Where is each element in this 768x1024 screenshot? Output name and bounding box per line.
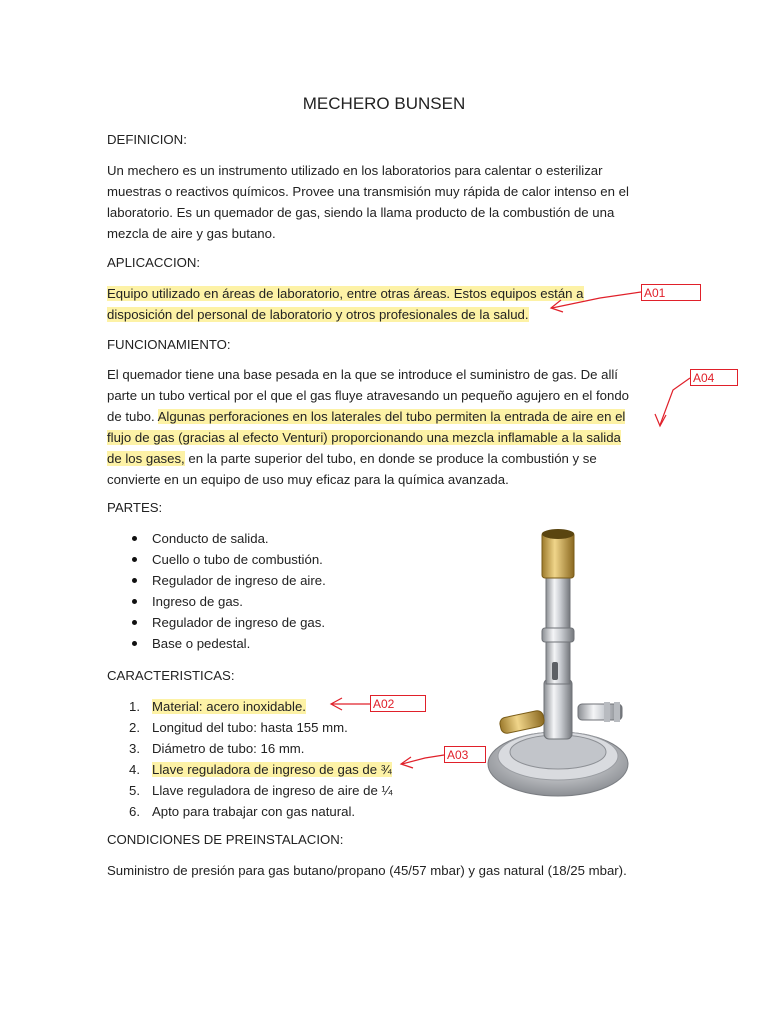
- list-item: Ingreso de gas.: [107, 591, 447, 612]
- arrow-a01: [552, 292, 641, 308]
- highlighted-text: de los gases,: [107, 451, 185, 466]
- text-line: de tubo.: [107, 409, 158, 424]
- list-number: 3.: [129, 741, 140, 756]
- highlighted-text: flujo de gas (gracias al efecto Venturi) proporcionando una mezcla inflamable a la salida: [107, 430, 621, 445]
- list-item: Regulador de ingreso de aire.: [107, 570, 447, 591]
- list-number: 2.: [129, 720, 140, 735]
- text-line: Un mechero es un instrumento utilizado en los laboratorios para calentar o esterilizar: [107, 163, 603, 178]
- heading-funcionamiento: FUNCIONAMIENTO:: [107, 337, 231, 352]
- heading-definicion: DEFINICION:: [107, 132, 187, 147]
- text-line: El quemador tiene una base pesada en la que se introduce el suministro de gas. De allí: [107, 367, 618, 382]
- list-item: Base o pedestal.: [107, 633, 447, 654]
- highlighted-text: Equipo utilizado en áreas de laboratorio, entre otras áreas. Estos equipos están a: [107, 286, 584, 301]
- text-line: en la parte superior del tubo, en donde se produce la combustión y se: [184, 451, 597, 466]
- text-line: muestras o reactivos químicos. Provee una transmisión muy rápida de calor intenso en el: [107, 184, 629, 199]
- list-item: Conducto de salida.: [107, 528, 447, 549]
- list-number: 4.: [129, 762, 140, 777]
- annotation-a03[interactable]: A03: [444, 746, 486, 763]
- list-text: Diámetro de tubo: 16 mm.: [152, 741, 305, 756]
- bunsen-burner-image: [478, 524, 638, 814]
- annotation-a01[interactable]: A01: [641, 284, 701, 301]
- highlighted-text: Llave reguladora de ingreso de gas de ¾: [152, 762, 392, 777]
- heading-condiciones: CONDICIONES DE PREINSTALACION:: [107, 832, 344, 847]
- arrowhead-a04: [655, 414, 666, 426]
- heading-aplicacion: APLICACCION:: [107, 255, 201, 270]
- text-line: laboratorio. Es un quemador de gas, siendo la llama producto de la combustión de una: [107, 205, 615, 220]
- annotation-a04[interactable]: A04: [690, 369, 738, 386]
- text-line: convierte en un equipo de uso muy eficaz para la química avanzada.: [107, 472, 509, 487]
- highlighted-text: Algunas perforaciones en los laterales del tubo permiten la entrada de aire en el: [157, 409, 626, 424]
- paragraph-condiciones: Suministro de presión para gas butano/propano (45/57 mbar) y gas natural (18/25 mbar).: [107, 863, 627, 878]
- text-line: mezcla de aire y gas butano.: [107, 226, 276, 241]
- heading-caracteristicas: CARACTERISTICAS:: [107, 668, 235, 683]
- text-line: parte un tubo vertical por el que el gas fluye atravesando un pequeño agujero en el fondo: [107, 388, 630, 403]
- list-item: Regulador de ingreso de gas.: [107, 612, 447, 633]
- highlighted-text: Material: acero inoxidable.: [152, 699, 306, 714]
- annotation-a02[interactable]: A02: [370, 695, 426, 712]
- list-number: 6.: [129, 804, 140, 819]
- list-number: 5.: [129, 783, 140, 798]
- list-item: Cuello o tubo de combustión.: [107, 549, 447, 570]
- highlighted-text: disposición del personal de laboratorio y otros profesionales de la salud.: [107, 307, 529, 322]
- list-text: Llave reguladora de ingreso de aire de ¼: [152, 783, 393, 798]
- list-number: 1.: [129, 699, 140, 714]
- heading-partes: PARTES:: [107, 500, 163, 515]
- list-text: Apto para trabajar con gas natural.: [152, 804, 356, 819]
- list-text: Longitud del tubo: hasta 155 mm.: [152, 720, 348, 735]
- document-title: MECHERO BUNSEN: [302, 94, 466, 113]
